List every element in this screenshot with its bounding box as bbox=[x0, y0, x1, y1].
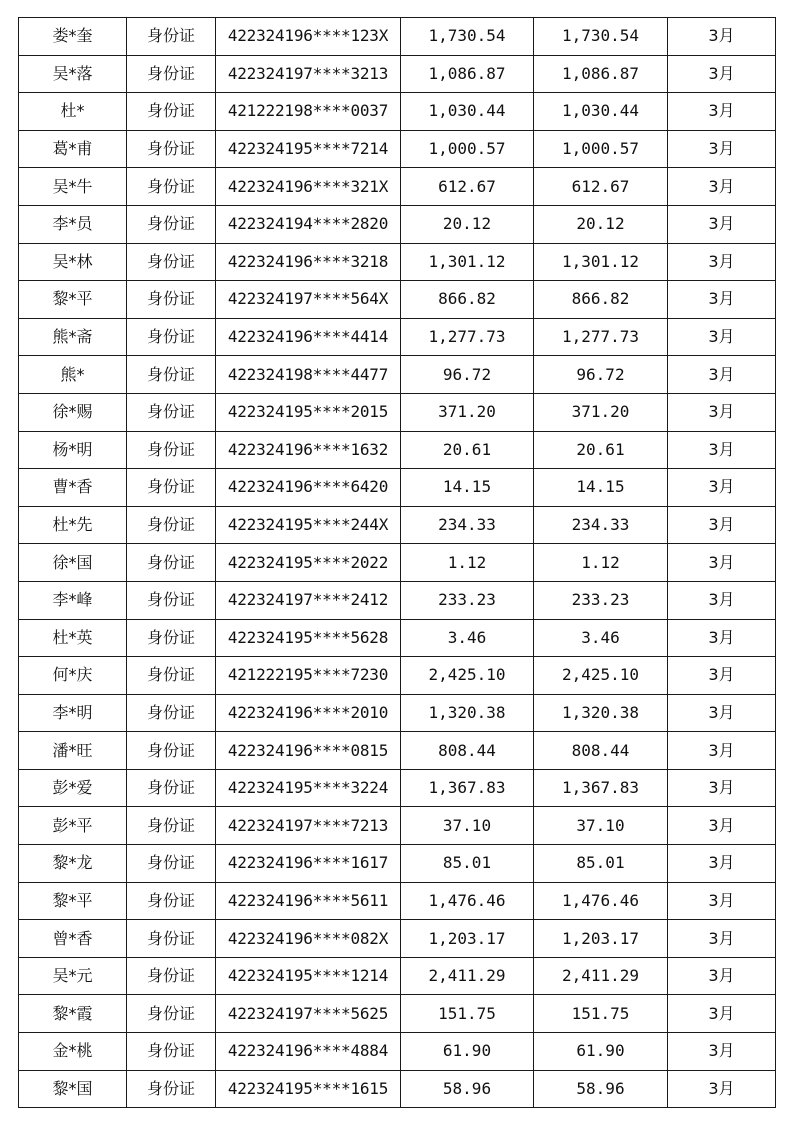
id-type-cell: 身份证 bbox=[127, 168, 216, 206]
paid-amount-cell: 14.15 bbox=[534, 469, 668, 507]
id-type-cell: 身份证 bbox=[127, 845, 216, 883]
name-cell: 徐*赐 bbox=[19, 393, 127, 431]
amount-cell: 1,367.83 bbox=[401, 769, 534, 807]
id-number-cell: 422324196****4414 bbox=[216, 318, 401, 356]
table-row bbox=[19, 769, 776, 807]
amount-cell: 14.15 bbox=[401, 469, 534, 507]
paid-amount-cell: 1,730.54 bbox=[534, 18, 668, 56]
id-type-cell: 身份证 bbox=[127, 356, 216, 394]
id-number-cell: 422324196****3218 bbox=[216, 243, 401, 281]
paid-amount-cell: 1,030.44 bbox=[534, 93, 668, 131]
month-cell: 3月 bbox=[668, 469, 776, 507]
id-number-cell: 422324196****0815 bbox=[216, 732, 401, 770]
month-cell: 3月 bbox=[668, 694, 776, 732]
document-page bbox=[18, 17, 775, 1108]
paid-amount-cell: 2,425.10 bbox=[534, 657, 668, 695]
id-number-cell: 422324197****5625 bbox=[216, 995, 401, 1033]
table-row bbox=[19, 1070, 776, 1108]
month-cell: 3月 bbox=[668, 318, 776, 356]
paid-amount-cell: 1,367.83 bbox=[534, 769, 668, 807]
id-type-cell: 身份证 bbox=[127, 130, 216, 168]
amount-cell: 20.12 bbox=[401, 205, 534, 243]
name-cell: 曹*香 bbox=[19, 469, 127, 507]
paid-amount-cell: 61.90 bbox=[534, 1033, 668, 1071]
month-cell: 3月 bbox=[668, 995, 776, 1033]
table-row bbox=[19, 469, 776, 507]
amount-cell: 61.90 bbox=[401, 1033, 534, 1071]
id-number-cell: 422324195****7214 bbox=[216, 130, 401, 168]
id-number-cell: 422324195****2022 bbox=[216, 544, 401, 582]
name-cell: 吴*林 bbox=[19, 243, 127, 281]
month-cell: 3月 bbox=[668, 1033, 776, 1071]
id-type-cell: 身份证 bbox=[127, 694, 216, 732]
month-cell: 3月 bbox=[668, 732, 776, 770]
name-cell: 黎*龙 bbox=[19, 845, 127, 883]
month-cell: 3月 bbox=[668, 544, 776, 582]
paid-amount-cell: 58.96 bbox=[534, 1070, 668, 1108]
name-cell: 黎*霞 bbox=[19, 995, 127, 1033]
name-cell: 黎*平 bbox=[19, 281, 127, 319]
id-type-cell: 身份证 bbox=[127, 1033, 216, 1071]
table-row bbox=[19, 205, 776, 243]
month-cell: 3月 bbox=[668, 205, 776, 243]
id-type-cell: 身份证 bbox=[127, 581, 216, 619]
id-number-cell: 422324195****5628 bbox=[216, 619, 401, 657]
table-row bbox=[19, 845, 776, 883]
id-type-cell: 身份证 bbox=[127, 995, 216, 1033]
paid-amount-cell: 1,277.73 bbox=[534, 318, 668, 356]
table-row bbox=[19, 732, 776, 770]
amount-cell: 151.75 bbox=[401, 995, 534, 1033]
paid-amount-cell: 1,320.38 bbox=[534, 694, 668, 732]
subsidy-table bbox=[18, 17, 776, 1108]
amount-cell: 20.61 bbox=[401, 431, 534, 469]
paid-amount-cell: 1,086.87 bbox=[534, 55, 668, 93]
month-cell: 3月 bbox=[668, 845, 776, 883]
name-cell: 杜* bbox=[19, 93, 127, 131]
paid-amount-cell: 234.33 bbox=[534, 506, 668, 544]
id-number-cell: 422324197****7213 bbox=[216, 807, 401, 845]
name-cell: 李*峰 bbox=[19, 581, 127, 619]
amount-cell: 1,301.12 bbox=[401, 243, 534, 281]
id-number-cell: 422324197****3213 bbox=[216, 55, 401, 93]
table-row bbox=[19, 882, 776, 920]
id-type-cell: 身份证 bbox=[127, 1070, 216, 1108]
table-row bbox=[19, 807, 776, 845]
table-body bbox=[19, 18, 776, 1108]
amount-cell: 2,411.29 bbox=[401, 957, 534, 995]
amount-cell: 234.33 bbox=[401, 506, 534, 544]
amount-cell: 1,730.54 bbox=[401, 18, 534, 56]
month-cell: 3月 bbox=[668, 1070, 776, 1108]
id-number-cell: 422324195****3224 bbox=[216, 769, 401, 807]
paid-amount-cell: 1,203.17 bbox=[534, 920, 668, 958]
name-cell: 葛*甫 bbox=[19, 130, 127, 168]
id-type-cell: 身份证 bbox=[127, 732, 216, 770]
id-number-cell: 422324195****244X bbox=[216, 506, 401, 544]
paid-amount-cell: 37.10 bbox=[534, 807, 668, 845]
month-cell: 3月 bbox=[668, 281, 776, 319]
month-cell: 3月 bbox=[668, 130, 776, 168]
month-cell: 3月 bbox=[668, 581, 776, 619]
paid-amount-cell: 85.01 bbox=[534, 845, 668, 883]
paid-amount-cell: 1,301.12 bbox=[534, 243, 668, 281]
id-type-cell: 身份证 bbox=[127, 957, 216, 995]
name-cell: 金*桃 bbox=[19, 1033, 127, 1071]
amount-cell: 1,086.87 bbox=[401, 55, 534, 93]
amount-cell: 1,000.57 bbox=[401, 130, 534, 168]
id-number-cell: 422324196****6420 bbox=[216, 469, 401, 507]
table-row bbox=[19, 694, 776, 732]
id-type-cell: 身份证 bbox=[127, 657, 216, 695]
id-number-cell: 422324196****1617 bbox=[216, 845, 401, 883]
amount-cell: 1,320.38 bbox=[401, 694, 534, 732]
name-cell: 徐*国 bbox=[19, 544, 127, 582]
id-type-cell: 身份证 bbox=[127, 393, 216, 431]
amount-cell: 1,030.44 bbox=[401, 93, 534, 131]
id-number-cell: 422324196****082X bbox=[216, 920, 401, 958]
id-type-cell: 身份证 bbox=[127, 205, 216, 243]
table-row bbox=[19, 657, 776, 695]
name-cell: 李*明 bbox=[19, 694, 127, 732]
month-cell: 3月 bbox=[668, 506, 776, 544]
name-cell: 吴*牛 bbox=[19, 168, 127, 206]
paid-amount-cell: 96.72 bbox=[534, 356, 668, 394]
id-type-cell: 身份证 bbox=[127, 920, 216, 958]
month-cell: 3月 bbox=[668, 807, 776, 845]
id-type-cell: 身份证 bbox=[127, 281, 216, 319]
amount-cell: 1,277.73 bbox=[401, 318, 534, 356]
amount-cell: 808.44 bbox=[401, 732, 534, 770]
month-cell: 3月 bbox=[668, 920, 776, 958]
table-row bbox=[19, 544, 776, 582]
amount-cell: 3.46 bbox=[401, 619, 534, 657]
id-number-cell: 422324196****123X bbox=[216, 18, 401, 56]
name-cell: 彭*爱 bbox=[19, 769, 127, 807]
id-number-cell: 421222198****0037 bbox=[216, 93, 401, 131]
id-number-cell: 422324198****4477 bbox=[216, 356, 401, 394]
name-cell: 吴*元 bbox=[19, 957, 127, 995]
paid-amount-cell: 1.12 bbox=[534, 544, 668, 582]
name-cell: 何*庆 bbox=[19, 657, 127, 695]
amount-cell: 1,476.46 bbox=[401, 882, 534, 920]
month-cell: 3月 bbox=[668, 93, 776, 131]
name-cell: 娄*奎 bbox=[19, 18, 127, 56]
month-cell: 3月 bbox=[668, 243, 776, 281]
month-cell: 3月 bbox=[668, 168, 776, 206]
month-cell: 3月 bbox=[668, 882, 776, 920]
amount-cell: 2,425.10 bbox=[401, 657, 534, 695]
paid-amount-cell: 612.67 bbox=[534, 168, 668, 206]
id-type-cell: 身份证 bbox=[127, 18, 216, 56]
month-cell: 3月 bbox=[668, 356, 776, 394]
id-type-cell: 身份证 bbox=[127, 55, 216, 93]
table-row bbox=[19, 93, 776, 131]
name-cell: 潘*旺 bbox=[19, 732, 127, 770]
table-row bbox=[19, 130, 776, 168]
table-row bbox=[19, 619, 776, 657]
amount-cell: 612.67 bbox=[401, 168, 534, 206]
table-row bbox=[19, 506, 776, 544]
amount-cell: 866.82 bbox=[401, 281, 534, 319]
id-type-cell: 身份证 bbox=[127, 807, 216, 845]
id-type-cell: 身份证 bbox=[127, 431, 216, 469]
table-row bbox=[19, 995, 776, 1033]
table-row bbox=[19, 318, 776, 356]
id-number-cell: 422324196****2010 bbox=[216, 694, 401, 732]
id-type-cell: 身份证 bbox=[127, 544, 216, 582]
table-row bbox=[19, 581, 776, 619]
table-row bbox=[19, 957, 776, 995]
amount-cell: 37.10 bbox=[401, 807, 534, 845]
id-type-cell: 身份证 bbox=[127, 93, 216, 131]
id-type-cell: 身份证 bbox=[127, 882, 216, 920]
amount-cell: 96.72 bbox=[401, 356, 534, 394]
month-cell: 3月 bbox=[668, 393, 776, 431]
paid-amount-cell: 20.61 bbox=[534, 431, 668, 469]
amount-cell: 85.01 bbox=[401, 845, 534, 883]
id-type-cell: 身份证 bbox=[127, 243, 216, 281]
table-row bbox=[19, 55, 776, 93]
id-type-cell: 身份证 bbox=[127, 318, 216, 356]
paid-amount-cell: 808.44 bbox=[534, 732, 668, 770]
name-cell: 熊*斋 bbox=[19, 318, 127, 356]
amount-cell: 58.96 bbox=[401, 1070, 534, 1108]
paid-amount-cell: 1,476.46 bbox=[534, 882, 668, 920]
table-row bbox=[19, 393, 776, 431]
paid-amount-cell: 2,411.29 bbox=[534, 957, 668, 995]
month-cell: 3月 bbox=[668, 431, 776, 469]
table-row bbox=[19, 356, 776, 394]
id-number-cell: 422324195****2015 bbox=[216, 393, 401, 431]
paid-amount-cell: 3.46 bbox=[534, 619, 668, 657]
name-cell: 杜*先 bbox=[19, 506, 127, 544]
id-number-cell: 422324196****1632 bbox=[216, 431, 401, 469]
amount-cell: 1.12 bbox=[401, 544, 534, 582]
id-type-cell: 身份证 bbox=[127, 769, 216, 807]
month-cell: 3月 bbox=[668, 957, 776, 995]
name-cell: 彭*平 bbox=[19, 807, 127, 845]
id-number-cell: 422324196****321X bbox=[216, 168, 401, 206]
table-row bbox=[19, 281, 776, 319]
name-cell: 李*员 bbox=[19, 205, 127, 243]
table-row bbox=[19, 168, 776, 206]
table-row bbox=[19, 431, 776, 469]
name-cell: 熊* bbox=[19, 356, 127, 394]
table-row bbox=[19, 920, 776, 958]
amount-cell: 233.23 bbox=[401, 581, 534, 619]
id-number-cell: 422324197****2412 bbox=[216, 581, 401, 619]
id-number-cell: 422324195****1615 bbox=[216, 1070, 401, 1108]
id-number-cell: 422324195****1214 bbox=[216, 957, 401, 995]
name-cell: 杨*明 bbox=[19, 431, 127, 469]
amount-cell: 1,203.17 bbox=[401, 920, 534, 958]
id-number-cell: 422324196****4884 bbox=[216, 1033, 401, 1071]
month-cell: 3月 bbox=[668, 18, 776, 56]
month-cell: 3月 bbox=[668, 55, 776, 93]
name-cell: 黎*平 bbox=[19, 882, 127, 920]
paid-amount-cell: 1,000.57 bbox=[534, 130, 668, 168]
id-number-cell: 422324196****5611 bbox=[216, 882, 401, 920]
month-cell: 3月 bbox=[668, 619, 776, 657]
id-type-cell: 身份证 bbox=[127, 469, 216, 507]
name-cell: 黎*国 bbox=[19, 1070, 127, 1108]
table-row bbox=[19, 18, 776, 56]
month-cell: 3月 bbox=[668, 769, 776, 807]
paid-amount-cell: 151.75 bbox=[534, 995, 668, 1033]
table-row bbox=[19, 243, 776, 281]
id-number-cell: 421222195****7230 bbox=[216, 657, 401, 695]
paid-amount-cell: 20.12 bbox=[534, 205, 668, 243]
id-number-cell: 422324197****564X bbox=[216, 281, 401, 319]
name-cell: 杜*英 bbox=[19, 619, 127, 657]
amount-cell: 371.20 bbox=[401, 393, 534, 431]
id-type-cell: 身份证 bbox=[127, 506, 216, 544]
paid-amount-cell: 866.82 bbox=[534, 281, 668, 319]
table-row bbox=[19, 1033, 776, 1071]
id-number-cell: 422324194****2820 bbox=[216, 205, 401, 243]
paid-amount-cell: 371.20 bbox=[534, 393, 668, 431]
month-cell: 3月 bbox=[668, 657, 776, 695]
name-cell: 曾*香 bbox=[19, 920, 127, 958]
paid-amount-cell: 233.23 bbox=[534, 581, 668, 619]
name-cell: 吴*落 bbox=[19, 55, 127, 93]
id-type-cell: 身份证 bbox=[127, 619, 216, 657]
